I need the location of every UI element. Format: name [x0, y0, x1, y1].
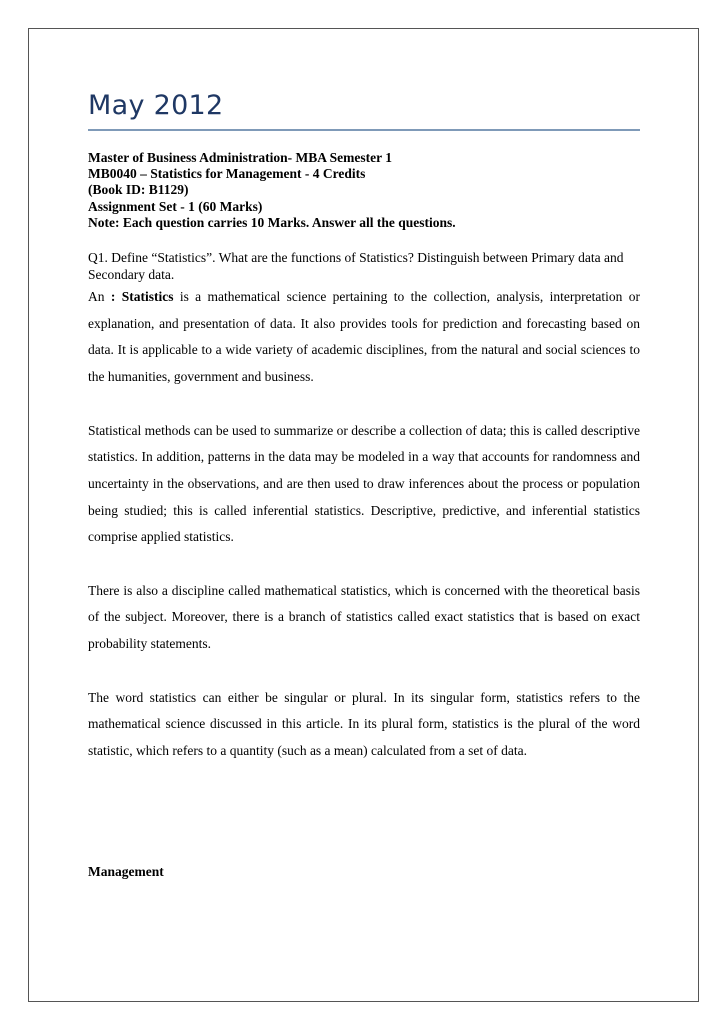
title-underline	[88, 129, 640, 131]
question-text: Q1. Define “Statistics”. What are the functions of Statistics? Distinguish between Primary data and Secondary data.	[88, 250, 624, 282]
header-line-course: MB0040 – Statistics for Management - 4 Credits	[88, 166, 366, 182]
assignment-header	[88, 150, 640, 231]
document-title: May 2012	[88, 90, 224, 121]
header-line-program: Master of Business Administration- MBA Semester 1	[88, 150, 392, 165]
answer-bold-term: : Statistics	[110, 289, 174, 304]
header-line-note: Note: Each question carries 10 Marks. Answer all the questions.	[88, 214, 456, 230]
answer-body	[88, 284, 640, 791]
answer-paragraph-1	[88, 284, 640, 391]
answer-prefix: An	[88, 289, 111, 304]
answer-paragraph-2: Statistical methods can be used to summarize or describe a collection of data; this is called descriptive statistics. In addition, patterns in the data may be modeled in a way that accounts for randomness and uncertainty in the observations, and are then used to draw inferences about the process or population being studied; this is called inferential statistics. Descriptive, predictive, and inferential statistics comprise applied statistics.	[88, 422, 640, 545]
header-line-assignment-set: Assignment Set - 1 (60 Marks)	[88, 198, 263, 214]
footer-word: Management	[88, 864, 164, 879]
answer-paragraph-4: The word statistics can either be singular or plural. In its singular form, statistics refers to the mathematical science discussed in this article. In its plural form, statistics is the plural of the word statistic, which refers to a quantity (such as a mean) calculated from a set of data.	[88, 689, 640, 758]
answer-first-para-rest: is a mathematical science pertaining to the collection, analysis, interpretation or explanation, and presentation of data. It also provides tools for prediction and forecasting based on data. It is applicable to a wide variety of academic disciplines, from the natural and social sciences to the humanities, government and business.	[88, 289, 640, 385]
answer-paragraph-3: There is also a discipline called mathematical statistics, which is concerned with the theoretical basis of the subject. Moreover, there is a branch of statistics called exact statistics that is based on exact probability statements.	[88, 582, 640, 652]
header-line-book-id: (Book ID: B1129)	[88, 182, 189, 198]
